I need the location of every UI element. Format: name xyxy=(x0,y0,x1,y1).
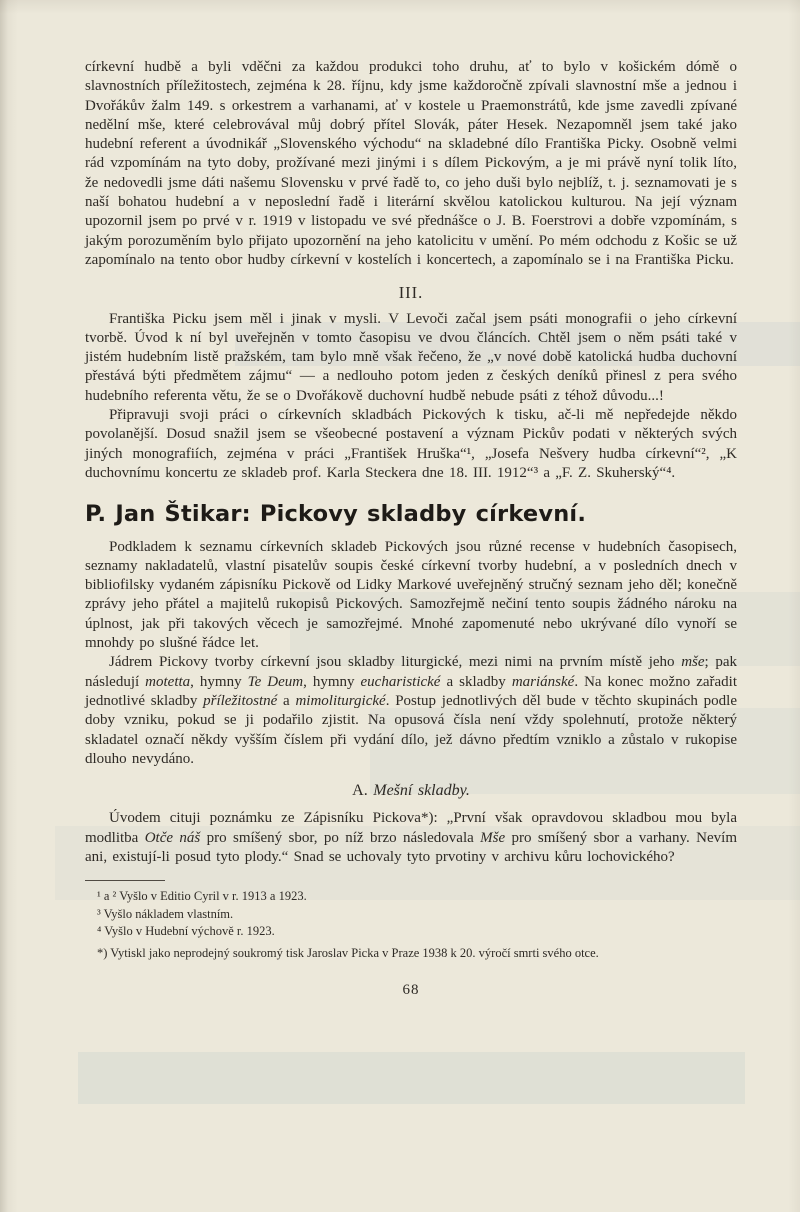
body-paragraph: Úvodem cituji poznámku ze Zápisníku Pickova*): „První však opravdovou skladbou mou byla modlitba Otče náš pro smíšený sbor, po níž brzo následovala Mše pro smíšený sbor a varhany. Nevím ani, existují-li posud tyto plody.“ Snad se uchovaly tyto prvotiny v archivu kůru lochovického? xyxy=(85,810,737,865)
footnote: ⁴ Vyšlo v Hudební výchově r. 1923. xyxy=(97,924,275,939)
footnote: ¹ a ² Vyšlo v Editio Cyril v r. 1913 a 1923. xyxy=(97,889,307,904)
page-number: 68 xyxy=(402,982,420,999)
subsection-heading: A. Mešní skladby. xyxy=(352,782,470,800)
body-paragraph: Připravuji svoji práci o církevních skladbách Pickových k tisku, ač-li mě nepředejde někdo povolanější. Dosud snažil jsem se všeobecné postavení a význam Pickův podati v některých svých jiných monografiích, zejména v práci „František Hruška“¹, „Josefa Nešvery hudba církevní“², „K duchovnímu koncertu ze skladeb prof. Karla Steckera dne 18. III. 1912“³ a „F. Z. Skuherský“⁴. xyxy=(85,407,737,481)
body-paragraph: Podkladem k seznamu církevních skladeb Pickových jsou různé recense v hudebních časopisech, seznamy nakladatelů, vlastní pisatelův soupis české církevní tvorby hudební, a v posledních dnech v bibliofilsky vydaném zápisníku Pickově od Lidky Markové uveřejněný stručný seznam jeho děl; konečně zprávy jeho přátel a majitelů rukopisů Pickových. Samozřejmě nečiní tento soupis žádného nároku na úplnost, jak při takových věcech je samozřejmé. Mnohé zapomenuté nebo ukrývané dílo vynoří se mnohdy po slušné řádce let. xyxy=(85,538,738,652)
footnote: ³ Vyšlo nákladem vlastním. xyxy=(97,906,234,921)
scan-artifact-band xyxy=(78,1052,745,1104)
text-block xyxy=(85,58,737,1001)
article-title: P. Jan Štikar: Pickovy skladby církevní. xyxy=(85,501,587,528)
footnote-star: *) Vytiskl jako neprodejný soukromý tisk Jaroslav Picka v Praze 1938 k 20. výročí smrti svého otce. xyxy=(97,945,599,960)
body-paragraph: Františka Picku jsem měl i jinak v mysli. V Levoči začal jsem psáti monografii o jeho církevní tvorbě. Úvod k ní byl uveřejněn v tomto časopisu ve dvou článcích. Chtěl jsem o něm psáti také v jistém hudebním listě pražském, tam bylo mně však řečeno, že „v nové době katolická hudba duchovní přestává býti předmětem zájmu“ — a nedlouho potom jeden z českých deníků přinesl z pera svého hudebního referenta větu, že se o Dvořákově duchovní hudbě nebude psáti z téhož důvodu...! xyxy=(85,310,737,404)
footnotes xyxy=(85,888,737,961)
continuation-paragraph: církevní hudbě a byli vděčni za každou produkci toho druhu, ať to bylo v košickém dómě o slavnostních příležitostech, zejména k 28. říjnu, kdy jsme každoročně zpívali slavnostní mše a jednou i Dvořákův žalm 149. s orkestrem a varhanami, ať v kostele u Praemonstrátů, kde jsme zavedli zpívané nedělní mše, které celebrovával můj dobrý přítel Slovák, páter Hesek. Nezapomněl jsem také jako hudební referent a úvodnikář „Slovenského východu“ na skladebné dílo Františka Picky. Osobně velmi rád vzpomínám na tyto doby, prožívané mezi jinými i s dílem Pickovým, a je mi právě nyní tolik líto, že nedovedli jsme dáti našemu Slovensku v prvé řadě to, co jeho duši bylo nejblíž, t. j. seznamovati je s naší bohatou hudební a v neposlední řadě i literární skvělou katolickou kulturou. Na její význam upozornil jsem po prvé v r. 1919 v listopadu ve své přednášce o J. B. Foerstrovi a dobře vzpomínám, s jakým porozuměním bylo přijato upozornění na jeho katolicitu v umění. Po mém odchodu z Košic se už zapomínalo na tento obor hudby církevní v kostelích i koncertech, a zapomínalo se i na Františka Picku. xyxy=(85,59,737,268)
body-paragraph: Jádrem Pickovy tvorby církevní jsou skladby liturgické, mezi nimi na prvním místě jeho mše; pak následují motetta, hymny Te Deum, hymny eucharistické a skladby mariánské. Na konec možno zařadit jednotlivé skladby příležitostné a mimoliturgické. Postup jednotlivých děl bude v těchto skupinách podle doby vzniku, pokud se ji podařilo zjistit. Na opusová čísla není vždy spolehnutí, protože některý skladatel označí někdy vyšším číslem při vydání dílo, jež dávno předtím vzniklo a zůstalo v rukopise dlouho nevydáno. xyxy=(85,654,738,767)
section-number-heading: III. xyxy=(398,283,424,303)
footnote-rule xyxy=(85,880,165,881)
